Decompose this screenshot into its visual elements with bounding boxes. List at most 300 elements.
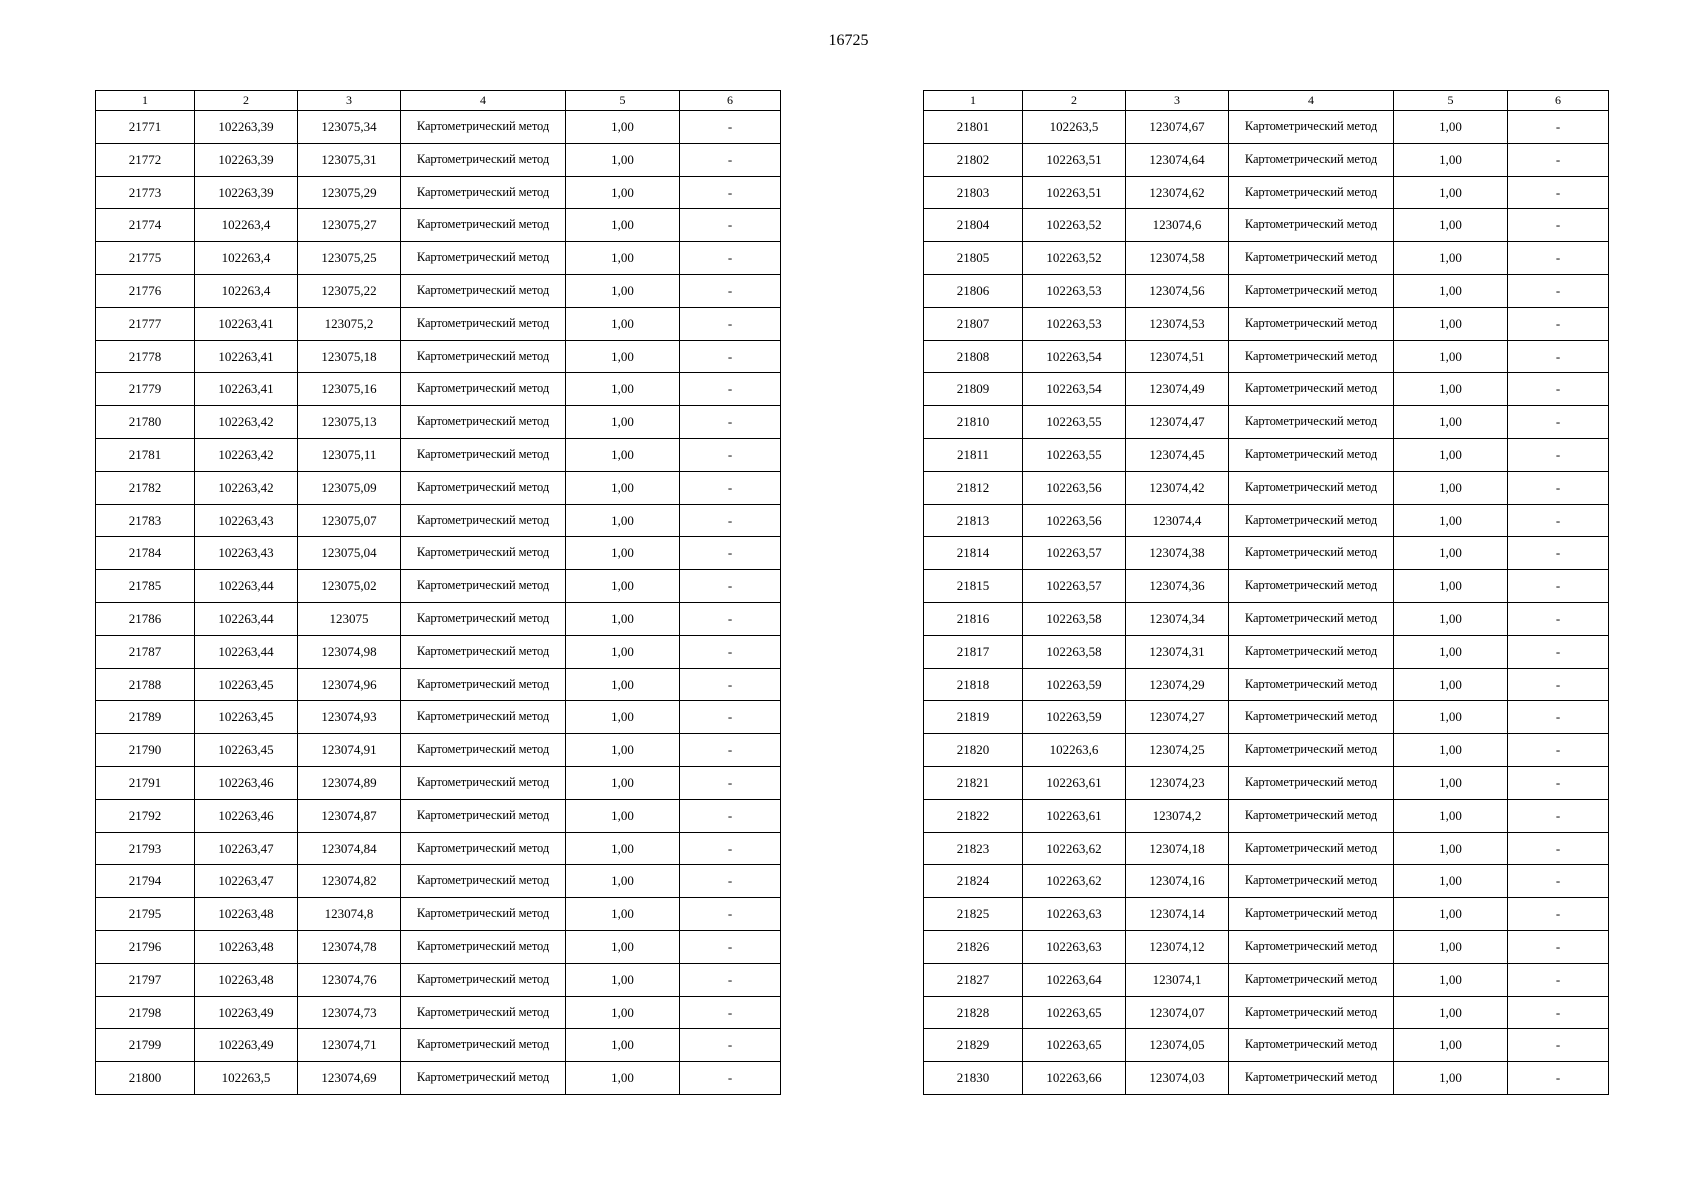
accuracy-cell: 1,00 [1394, 242, 1508, 275]
y-coordinate-cell: 123074,69 [298, 1062, 401, 1095]
point-number-cell: 21777 [96, 307, 195, 340]
table-row [96, 701, 781, 734]
x-coordinate-cell: 102263,49 [195, 1029, 298, 1062]
y-coordinate-cell: 123074,78 [298, 930, 401, 963]
note-cell: - [1508, 438, 1609, 471]
note-cell: - [1508, 406, 1609, 439]
table-row [96, 340, 781, 373]
table-row [96, 734, 781, 767]
y-coordinate-cell: 123074,76 [298, 963, 401, 996]
note-cell: - [1508, 143, 1609, 176]
method-cell: Картометрический метод [1229, 701, 1394, 734]
method-cell: Картометрический метод [401, 996, 566, 1029]
note-cell: - [680, 143, 781, 176]
method-cell: Картометрический метод [401, 209, 566, 242]
point-number-cell: 21817 [924, 635, 1023, 668]
y-coordinate-cell: 123074,56 [1126, 274, 1229, 307]
x-coordinate-cell: 102263,45 [195, 734, 298, 767]
x-coordinate-cell: 102263,43 [195, 504, 298, 537]
point-number-cell: 21788 [96, 668, 195, 701]
table-row [924, 438, 1609, 471]
note-cell: - [1508, 996, 1609, 1029]
accuracy-cell: 1,00 [1394, 766, 1508, 799]
y-coordinate-cell: 123074,2 [1126, 799, 1229, 832]
y-coordinate-cell: 123074,31 [1126, 635, 1229, 668]
table-row [96, 274, 781, 307]
y-coordinate-cell: 123074,73 [298, 996, 401, 1029]
method-cell: Картометрический метод [401, 307, 566, 340]
point-number-cell: 21774 [96, 209, 195, 242]
accuracy-cell: 1,00 [566, 274, 680, 307]
x-coordinate-cell: 102263,4 [195, 242, 298, 275]
note-cell: - [1508, 209, 1609, 242]
method-cell: Картометрический метод [401, 832, 566, 865]
method-cell: Картометрический метод [1229, 832, 1394, 865]
x-coordinate-cell: 102263,55 [1023, 406, 1126, 439]
accuracy-cell: 1,00 [1394, 832, 1508, 865]
point-number-cell: 21791 [96, 766, 195, 799]
note-cell: - [1508, 176, 1609, 209]
point-number-cell: 21785 [96, 570, 195, 603]
y-coordinate-cell: 123074,07 [1126, 996, 1229, 1029]
table-row [96, 898, 781, 931]
y-coordinate-cell: 123075 [298, 602, 401, 635]
point-number-cell: 21773 [96, 176, 195, 209]
note-cell: - [680, 865, 781, 898]
method-cell: Картометрический метод [401, 963, 566, 996]
y-coordinate-cell: 123075,34 [298, 111, 401, 144]
accuracy-cell: 1,00 [1394, 438, 1508, 471]
accuracy-cell: 1,00 [566, 898, 680, 931]
column-header: 1 [96, 91, 195, 111]
accuracy-cell: 1,00 [566, 438, 680, 471]
accuracy-cell: 1,00 [566, 143, 680, 176]
note-cell: - [1508, 537, 1609, 570]
column-header: 6 [680, 91, 781, 111]
method-cell: Картометрический метод [401, 176, 566, 209]
point-number-cell: 21778 [96, 340, 195, 373]
table-row [96, 1029, 781, 1062]
point-number-cell: 21787 [96, 635, 195, 668]
accuracy-cell: 1,00 [1394, 209, 1508, 242]
accuracy-cell: 1,00 [566, 406, 680, 439]
accuracy-cell: 1,00 [1394, 471, 1508, 504]
point-number-cell: 21783 [96, 504, 195, 537]
note-cell: - [1508, 504, 1609, 537]
y-coordinate-cell: 123074,25 [1126, 734, 1229, 767]
method-cell: Картометрический метод [1229, 504, 1394, 537]
y-coordinate-cell: 123074,53 [1126, 307, 1229, 340]
point-number-cell: 21818 [924, 668, 1023, 701]
table-row [96, 373, 781, 406]
x-coordinate-cell: 102263,42 [195, 438, 298, 471]
x-coordinate-cell: 102263,51 [1023, 143, 1126, 176]
x-coordinate-cell: 102263,57 [1023, 537, 1126, 570]
note-cell: - [680, 537, 781, 570]
accuracy-cell: 1,00 [1394, 406, 1508, 439]
method-cell: Картометрический метод [401, 930, 566, 963]
accuracy-cell: 1,00 [566, 799, 680, 832]
accuracy-cell: 1,00 [1394, 176, 1508, 209]
accuracy-cell: 1,00 [566, 307, 680, 340]
note-cell: - [680, 471, 781, 504]
x-coordinate-cell: 102263,56 [1023, 504, 1126, 537]
method-cell: Картометрический метод [1229, 635, 1394, 668]
point-number-cell: 21829 [924, 1029, 1023, 1062]
method-cell: Картометрический метод [1229, 209, 1394, 242]
y-coordinate-cell: 123075,31 [298, 143, 401, 176]
note-cell: - [680, 504, 781, 537]
method-cell: Картометрический метод [401, 602, 566, 635]
method-cell: Картометрический метод [401, 274, 566, 307]
method-cell: Картометрический метод [1229, 799, 1394, 832]
method-cell: Картометрический метод [401, 111, 566, 144]
table-row [924, 570, 1609, 603]
note-cell: - [1508, 340, 1609, 373]
x-coordinate-cell: 102263,41 [195, 340, 298, 373]
method-cell: Картометрический метод [401, 143, 566, 176]
y-coordinate-cell: 123074,98 [298, 635, 401, 668]
accuracy-cell: 1,00 [566, 1029, 680, 1062]
table-row [96, 242, 781, 275]
note-cell: - [680, 373, 781, 406]
x-coordinate-cell: 102263,66 [1023, 1062, 1126, 1095]
table-row [924, 963, 1609, 996]
point-number-cell: 21792 [96, 799, 195, 832]
coordinates-table-right [923, 90, 1609, 1095]
note-cell: - [680, 602, 781, 635]
y-coordinate-cell: 123074,47 [1126, 406, 1229, 439]
column-header: 2 [195, 91, 298, 111]
y-coordinate-cell: 123074,23 [1126, 766, 1229, 799]
accuracy-cell: 1,00 [1394, 865, 1508, 898]
x-coordinate-cell: 102263,39 [195, 111, 298, 144]
note-cell: - [680, 438, 781, 471]
x-coordinate-cell: 102263,48 [195, 930, 298, 963]
note-cell: - [1508, 799, 1609, 832]
table-row [96, 176, 781, 209]
point-number-cell: 21826 [924, 930, 1023, 963]
table-row [96, 635, 781, 668]
accuracy-cell: 1,00 [1394, 1062, 1508, 1095]
accuracy-cell: 1,00 [1394, 1029, 1508, 1062]
accuracy-cell: 1,00 [566, 471, 680, 504]
method-cell: Картометрический метод [1229, 1062, 1394, 1095]
table-row [96, 766, 781, 799]
point-number-cell: 21830 [924, 1062, 1023, 1095]
table-row [924, 668, 1609, 701]
y-coordinate-cell: 123074,62 [1126, 176, 1229, 209]
x-coordinate-cell: 102263,42 [195, 471, 298, 504]
y-coordinate-cell: 123074,45 [1126, 438, 1229, 471]
note-cell: - [680, 799, 781, 832]
y-coordinate-cell: 123075,25 [298, 242, 401, 275]
table-row [96, 537, 781, 570]
method-cell: Картометрический метод [1229, 537, 1394, 570]
point-number-cell: 21775 [96, 242, 195, 275]
note-cell: - [1508, 963, 1609, 996]
accuracy-cell: 1,00 [1394, 274, 1508, 307]
y-coordinate-cell: 123075,09 [298, 471, 401, 504]
note-cell: - [680, 734, 781, 767]
x-coordinate-cell: 102263,61 [1023, 766, 1126, 799]
y-coordinate-cell: 123074,38 [1126, 537, 1229, 570]
note-cell: - [1508, 602, 1609, 635]
note-cell: - [680, 766, 781, 799]
method-cell: Картометрический метод [401, 799, 566, 832]
table-row [96, 832, 781, 865]
y-coordinate-cell: 123074,27 [1126, 701, 1229, 734]
point-number-cell: 21820 [924, 734, 1023, 767]
note-cell: - [680, 242, 781, 275]
accuracy-cell: 1,00 [566, 668, 680, 701]
accuracy-cell: 1,00 [1394, 930, 1508, 963]
accuracy-cell: 1,00 [566, 537, 680, 570]
point-number-cell: 21805 [924, 242, 1023, 275]
table-row [96, 996, 781, 1029]
x-coordinate-cell: 102263,55 [1023, 438, 1126, 471]
table-row [924, 209, 1609, 242]
point-number-cell: 21780 [96, 406, 195, 439]
y-coordinate-cell: 123074,36 [1126, 570, 1229, 603]
y-coordinate-cell: 123074,12 [1126, 930, 1229, 963]
table-row [96, 602, 781, 635]
table-row [924, 799, 1609, 832]
point-number-cell: 21797 [96, 963, 195, 996]
table-row [924, 832, 1609, 865]
point-number-cell: 21800 [96, 1062, 195, 1095]
table-row [924, 996, 1609, 1029]
y-coordinate-cell: 123075,13 [298, 406, 401, 439]
method-cell: Картометрический метод [401, 471, 566, 504]
table-row [96, 143, 781, 176]
accuracy-cell: 1,00 [1394, 570, 1508, 603]
x-coordinate-cell: 102263,45 [195, 668, 298, 701]
method-cell: Картометрический метод [1229, 602, 1394, 635]
x-coordinate-cell: 102263,49 [195, 996, 298, 1029]
note-cell: - [1508, 734, 1609, 767]
point-number-cell: 21804 [924, 209, 1023, 242]
accuracy-cell: 1,00 [1394, 340, 1508, 373]
point-number-cell: 21803 [924, 176, 1023, 209]
note-cell: - [680, 701, 781, 734]
method-cell: Картометрический метод [401, 1029, 566, 1062]
method-cell: Картометрический метод [1229, 570, 1394, 603]
point-number-cell: 21779 [96, 373, 195, 406]
accuracy-cell: 1,00 [1394, 602, 1508, 635]
table-row [96, 1062, 781, 1095]
x-coordinate-cell: 102263,63 [1023, 898, 1126, 931]
note-cell: - [1508, 274, 1609, 307]
accuracy-cell: 1,00 [566, 734, 680, 767]
accuracy-cell: 1,00 [1394, 111, 1508, 144]
point-number-cell: 21828 [924, 996, 1023, 1029]
accuracy-cell: 1,00 [566, 340, 680, 373]
accuracy-cell: 1,00 [1394, 996, 1508, 1029]
accuracy-cell: 1,00 [566, 832, 680, 865]
method-cell: Картометрический метод [1229, 340, 1394, 373]
method-cell: Картометрический метод [1229, 373, 1394, 406]
x-coordinate-cell: 102263,48 [195, 963, 298, 996]
table-row [924, 898, 1609, 931]
y-coordinate-cell: 123074,91 [298, 734, 401, 767]
x-coordinate-cell: 102263,5 [1023, 111, 1126, 144]
accuracy-cell: 1,00 [566, 242, 680, 275]
accuracy-cell: 1,00 [566, 602, 680, 635]
accuracy-cell: 1,00 [566, 996, 680, 1029]
point-number-cell: 21801 [924, 111, 1023, 144]
table-row [924, 111, 1609, 144]
point-number-cell: 21798 [96, 996, 195, 1029]
table-row [924, 766, 1609, 799]
method-cell: Картометрический метод [1229, 406, 1394, 439]
x-coordinate-cell: 102263,65 [1023, 1029, 1126, 1062]
accuracy-cell: 1,00 [1394, 635, 1508, 668]
column-header: 3 [298, 91, 401, 111]
x-coordinate-cell: 102263,4 [195, 209, 298, 242]
table-row [924, 635, 1609, 668]
accuracy-cell: 1,00 [566, 373, 680, 406]
accuracy-cell: 1,00 [1394, 504, 1508, 537]
x-coordinate-cell: 102263,53 [1023, 274, 1126, 307]
accuracy-cell: 1,00 [1394, 701, 1508, 734]
note-cell: - [680, 406, 781, 439]
point-number-cell: 21802 [924, 143, 1023, 176]
point-number-cell: 21807 [924, 307, 1023, 340]
y-coordinate-cell: 123074,51 [1126, 340, 1229, 373]
point-number-cell: 21786 [96, 602, 195, 635]
point-number-cell: 21808 [924, 340, 1023, 373]
y-coordinate-cell: 123074,42 [1126, 471, 1229, 504]
table-row [924, 373, 1609, 406]
point-number-cell: 21772 [96, 143, 195, 176]
method-cell: Картометрический метод [1229, 963, 1394, 996]
y-coordinate-cell: 123074,6 [1126, 209, 1229, 242]
method-cell: Картометрический метод [1229, 865, 1394, 898]
point-number-cell: 21827 [924, 963, 1023, 996]
column-header: 6 [1508, 91, 1609, 111]
column-header: 2 [1023, 91, 1126, 111]
x-coordinate-cell: 102263,6 [1023, 734, 1126, 767]
x-coordinate-cell: 102263,59 [1023, 701, 1126, 734]
x-coordinate-cell: 102263,57 [1023, 570, 1126, 603]
point-number-cell: 21809 [924, 373, 1023, 406]
column-header: 3 [1126, 91, 1229, 111]
y-coordinate-cell: 123074,49 [1126, 373, 1229, 406]
point-number-cell: 21810 [924, 406, 1023, 439]
method-cell: Картометрический метод [401, 701, 566, 734]
x-coordinate-cell: 102263,63 [1023, 930, 1126, 963]
table-row [924, 930, 1609, 963]
x-coordinate-cell: 102263,44 [195, 570, 298, 603]
table-row [924, 734, 1609, 767]
x-coordinate-cell: 102263,65 [1023, 996, 1126, 1029]
method-cell: Картометрический метод [1229, 766, 1394, 799]
point-number-cell: 21776 [96, 274, 195, 307]
point-number-cell: 21790 [96, 734, 195, 767]
table-row [924, 176, 1609, 209]
table-row [96, 668, 781, 701]
y-coordinate-cell: 123075,29 [298, 176, 401, 209]
table-row [96, 930, 781, 963]
accuracy-cell: 1,00 [1394, 898, 1508, 931]
method-cell: Картометрический метод [1229, 1029, 1394, 1062]
table-row [924, 701, 1609, 734]
table-row [924, 537, 1609, 570]
x-coordinate-cell: 102263,54 [1023, 340, 1126, 373]
point-number-cell: 21799 [96, 1029, 195, 1062]
y-coordinate-cell: 123074,58 [1126, 242, 1229, 275]
method-cell: Картометрический метод [1229, 996, 1394, 1029]
method-cell: Картометрический метод [401, 865, 566, 898]
x-coordinate-cell: 102263,41 [195, 307, 298, 340]
x-coordinate-cell: 102263,44 [195, 635, 298, 668]
x-coordinate-cell: 102263,52 [1023, 242, 1126, 275]
x-coordinate-cell: 102263,51 [1023, 176, 1126, 209]
x-coordinate-cell: 102263,41 [195, 373, 298, 406]
point-number-cell: 21771 [96, 111, 195, 144]
table-row [96, 406, 781, 439]
point-number-cell: 21825 [924, 898, 1023, 931]
x-coordinate-cell: 102263,47 [195, 865, 298, 898]
point-number-cell: 21793 [96, 832, 195, 865]
note-cell: - [1508, 701, 1609, 734]
method-cell: Картометрический метод [1229, 898, 1394, 931]
accuracy-cell: 1,00 [566, 766, 680, 799]
y-coordinate-cell: 123074,87 [298, 799, 401, 832]
x-coordinate-cell: 102263,61 [1023, 799, 1126, 832]
point-number-cell: 21811 [924, 438, 1023, 471]
note-cell: - [680, 635, 781, 668]
accuracy-cell: 1,00 [1394, 963, 1508, 996]
x-coordinate-cell: 102263,59 [1023, 668, 1126, 701]
table-body [96, 111, 781, 1095]
x-coordinate-cell: 102263,56 [1023, 471, 1126, 504]
note-cell: - [1508, 930, 1609, 963]
method-cell: Картометрический метод [401, 570, 566, 603]
point-number-cell: 21816 [924, 602, 1023, 635]
accuracy-cell: 1,00 [1394, 373, 1508, 406]
table-row [924, 406, 1609, 439]
y-coordinate-cell: 123074,05 [1126, 1029, 1229, 1062]
method-cell: Картометрический метод [401, 504, 566, 537]
y-coordinate-cell: 123075,18 [298, 340, 401, 373]
accuracy-cell: 1,00 [566, 504, 680, 537]
note-cell: - [680, 930, 781, 963]
method-cell: Картометрический метод [401, 635, 566, 668]
x-coordinate-cell: 102263,42 [195, 406, 298, 439]
accuracy-cell: 1,00 [1394, 537, 1508, 570]
point-number-cell: 21794 [96, 865, 195, 898]
y-coordinate-cell: 123075,02 [298, 570, 401, 603]
x-coordinate-cell: 102263,47 [195, 832, 298, 865]
note-cell: - [680, 898, 781, 931]
accuracy-cell: 1,00 [566, 865, 680, 898]
method-cell: Картометрический метод [1229, 143, 1394, 176]
point-number-cell: 21814 [924, 537, 1023, 570]
table-row [96, 209, 781, 242]
table-row [924, 143, 1609, 176]
accuracy-cell: 1,00 [566, 930, 680, 963]
y-coordinate-cell: 123075,07 [298, 504, 401, 537]
accuracy-cell: 1,00 [566, 209, 680, 242]
table-row [96, 504, 781, 537]
note-cell: - [680, 209, 781, 242]
accuracy-cell: 1,00 [566, 635, 680, 668]
point-number-cell: 21819 [924, 701, 1023, 734]
y-coordinate-cell: 123075,2 [298, 307, 401, 340]
note-cell: - [680, 570, 781, 603]
